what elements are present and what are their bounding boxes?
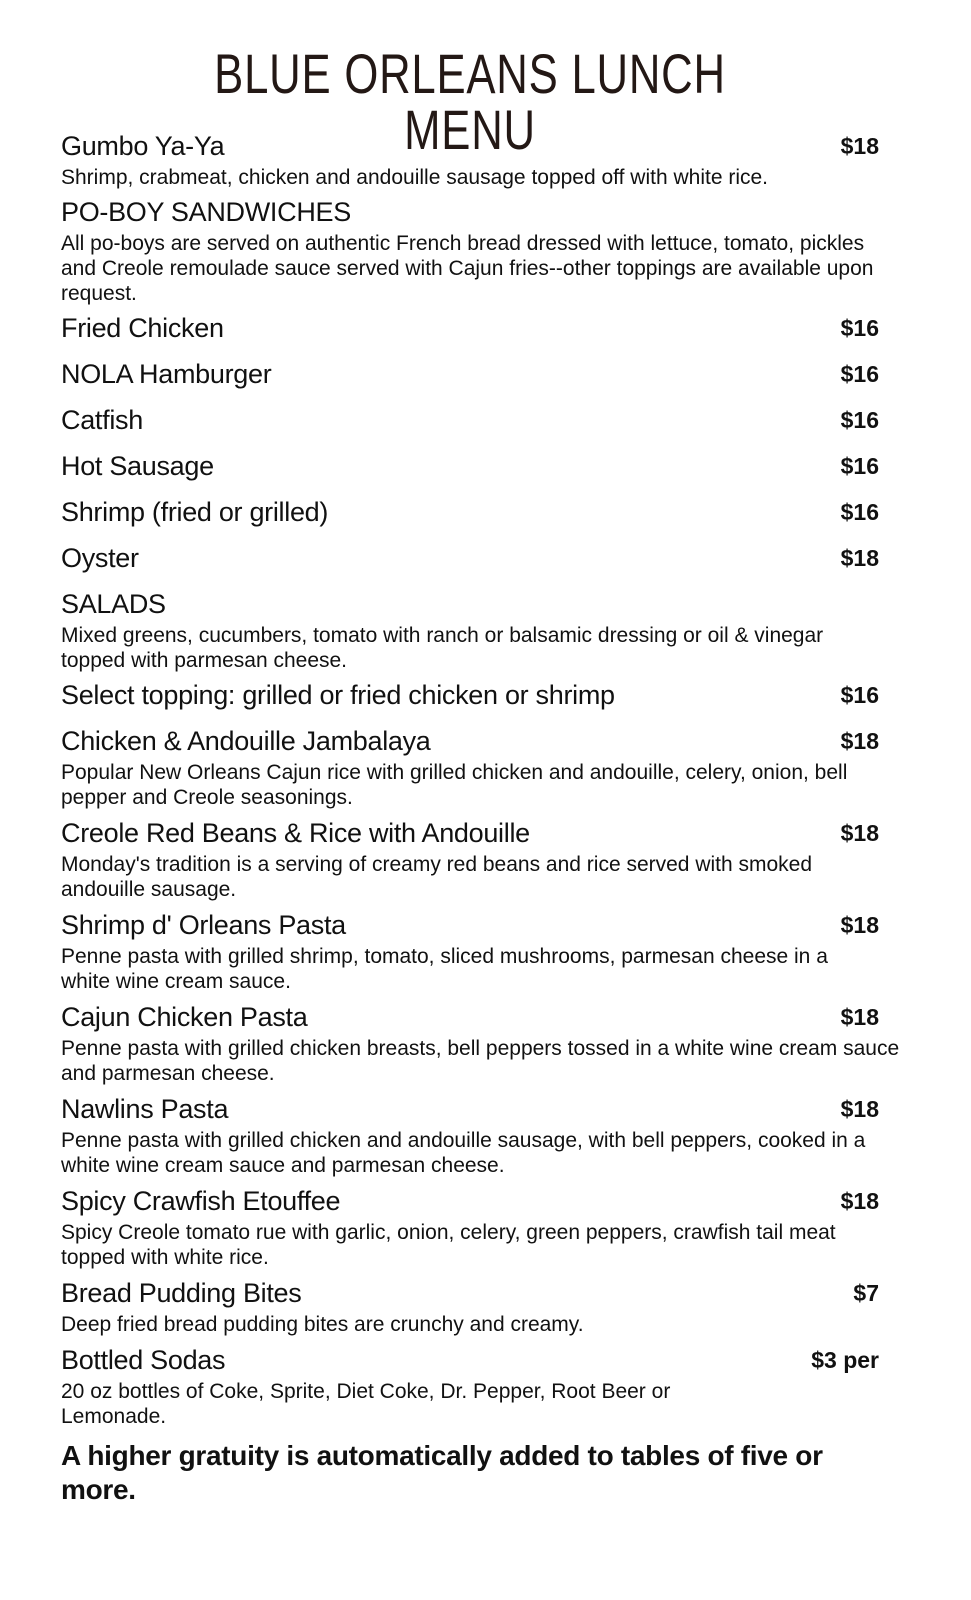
item-description: Monday's tradition is a serving of creamy red beans and rice served with smoked andouille sausage. (61, 853, 813, 901)
item-name: Oyster (61, 543, 139, 573)
item-description: Shrimp, crabmeat, chicken and andouille sausage topped off with white rice. (61, 166, 769, 189)
item-name: Shrimp d' Orleans Pasta (61, 910, 346, 940)
item-price: $18 (840, 1096, 879, 1122)
item-name: Select topping: grilled or fried chicken or shrimp (61, 680, 615, 710)
menu-item (61, 312, 879, 344)
item-name: Bottled Sodas (61, 1345, 226, 1375)
section-heading-salads: SALADS (61, 589, 166, 619)
item-price: $16 (840, 453, 879, 479)
salads-section (61, 588, 879, 711)
menu-title: BLUE ORLEANS LUNCH MENU (214, 42, 726, 161)
item-name: Spicy Crawfish Etouffee (61, 1186, 341, 1216)
menu-item (61, 725, 879, 810)
item-name: Cajun Chicken Pasta (61, 1002, 308, 1032)
item-price: $18 (840, 912, 879, 938)
menu-item (61, 450, 879, 482)
item-name: Creole Red Beans & Rice with Andouille (61, 818, 530, 848)
item-price: $16 (840, 682, 879, 708)
item-price: $18 (840, 1004, 879, 1030)
menu-item (61, 1185, 879, 1270)
item-price: $18 (840, 133, 879, 159)
item-description: 20 oz bottles of Coke, Sprite, Diet Coke, Dr. Pepper, Root Beer or Lemonade. (61, 1380, 671, 1428)
menu-item (61, 1344, 879, 1429)
section-description-salads: Mixed greens, cucumbers, tomato with ranch or balsamic dressing or oil & vinegar topped with parmesan cheese. (61, 624, 824, 672)
menu-item (61, 679, 879, 711)
menu-item (61, 404, 879, 436)
item-price: $3 per (811, 1347, 879, 1373)
menu-item (61, 1001, 900, 1086)
item-price: $18 (840, 728, 879, 754)
menu-item (61, 542, 879, 574)
menu-item (61, 496, 879, 528)
menu-item (61, 909, 879, 994)
item-price: $18 (840, 1188, 879, 1214)
item-description: Penne pasta with grilled chicken and andouille sausage, with bell peppers, cooked in a white wine cream sauce and parmesan cheese. (61, 1129, 866, 1177)
item-name: Hot Sausage (61, 451, 214, 481)
item-price: $16 (840, 315, 879, 341)
item-price: $16 (840, 361, 879, 387)
section-heading-poboy: PO-BOY SANDWICHES (61, 197, 351, 227)
item-description: Spicy Creole tomato rue with garlic, onion, celery, green peppers, crawfish tail meat topped with white rice. (61, 1221, 836, 1269)
item-price: $18 (840, 545, 879, 571)
menu-item (61, 1093, 879, 1178)
item-name: Nawlins Pasta (61, 1094, 229, 1124)
item-price: $16 (840, 407, 879, 433)
item-name: Fried Chicken (61, 313, 224, 343)
item-name: Shrimp (fried or grilled) (61, 497, 329, 527)
item-name: Gumbo Ya-Ya (61, 131, 225, 161)
menu-item (61, 1277, 879, 1337)
item-name: Chicken & Andouille Jambalaya (61, 726, 431, 756)
poboy-section (61, 196, 879, 574)
menu-item (61, 358, 879, 390)
menu-item (61, 817, 879, 902)
item-price: $7 (853, 1280, 879, 1306)
item-price: $16 (840, 499, 879, 525)
section-description-poboy: All po-boys are served on authentic French bread dressed with lettuce, tomato, pickles and Creole remoulade sauce served with Cajun fries--other toppings are available upon request. (61, 232, 874, 305)
item-name: Catfish (61, 405, 143, 435)
item-description: Penne pasta with grilled chicken breasts, bell peppers tossed in a white wine cream sauce and parmesan cheese. (61, 1037, 900, 1085)
item-name: NOLA Hamburger (61, 359, 272, 389)
item-price: $18 (840, 820, 879, 846)
gratuity-notice: A higher gratuity is automatically added to tables of five or more. (61, 1440, 823, 1505)
item-description: Deep fried bread pudding bites are crunchy and creamy. (61, 1313, 584, 1336)
item-name: Bread Pudding Bites (61, 1278, 302, 1308)
item-description: Penne pasta with grilled shrimp, tomato, sliced mushrooms, parmesan cheese in a white wine cream sauce. (61, 945, 828, 993)
item-description: Popular New Orleans Cajun rice with grilled chicken and andouille, celery, onion, bell pepper and Creole seasonings. (61, 761, 848, 809)
